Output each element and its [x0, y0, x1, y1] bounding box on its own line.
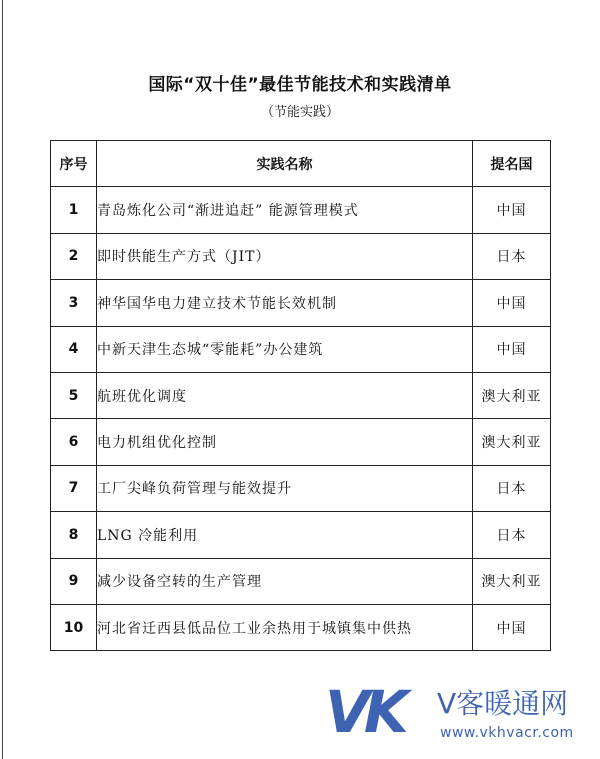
table-row [51, 558, 551, 604]
watermark-url: www.vkhvacr.com [440, 725, 574, 741]
nominating-country: 日本 [473, 233, 551, 279]
row-number: 2 [51, 233, 97, 279]
header-name: 实践名称 [97, 141, 473, 187]
row-number: 10 [51, 604, 97, 650]
table-header-row [51, 141, 551, 187]
practice-table [50, 140, 551, 651]
practice-name: 电力机组优化控制 [97, 419, 473, 465]
practice-name: 青岛炼化公司“渐进追赶” 能源管理模式 [97, 187, 473, 233]
table-row [51, 372, 551, 418]
table-row [51, 233, 551, 279]
practice-name: LNG 冷能利用 [97, 512, 473, 558]
nominating-country: 日本 [473, 465, 551, 511]
practice-name: 减少设备空转的生产管理 [97, 558, 473, 604]
row-number: 3 [51, 280, 97, 326]
document-subtitle: （节能实践） [260, 105, 339, 120]
practice-name: 即时供能生产方式（JIT） [97, 233, 473, 279]
row-number: 1 [51, 187, 97, 233]
table-row [51, 465, 551, 511]
row-number: 6 [51, 419, 97, 465]
row-number: 7 [51, 465, 97, 511]
header-country: 提名国 [473, 141, 551, 187]
site-watermark [325, 678, 595, 753]
nominating-country: 澳大利亚 [473, 419, 551, 465]
table-row [51, 604, 551, 650]
watermark-site-name: V客暖通网 [437, 687, 569, 720]
document-title: 国际“双十佳”最佳节能技术和实践清单 [148, 75, 452, 95]
table-row [51, 419, 551, 465]
practice-name: 航班优化调度 [97, 372, 473, 418]
row-number: 5 [51, 372, 97, 418]
practice-name: 神华国华电力建立技术节能长效机制 [97, 280, 473, 326]
table-row [51, 280, 551, 326]
header-no: 序号 [51, 141, 97, 187]
table-row [51, 187, 551, 233]
table-row [51, 326, 551, 372]
vk-logo: VK [325, 678, 403, 746]
nominating-country: 中国 [473, 280, 551, 326]
nominating-country: 日本 [473, 512, 551, 558]
practice-name: 工厂尖峰负荷管理与能效提升 [97, 465, 473, 511]
table-row [51, 512, 551, 558]
practice-name: 河北省迁西县低品位工业余热用于城镇集中供热 [97, 604, 473, 650]
nominating-country: 中国 [473, 604, 551, 650]
row-number: 8 [51, 512, 97, 558]
nominating-country: 中国 [473, 326, 551, 372]
row-number: 4 [51, 326, 97, 372]
nominating-country: 澳大利亚 [473, 372, 551, 418]
practice-name: 中新天津生态城“零能耗”办公建筑 [97, 326, 473, 372]
nominating-country: 中国 [473, 187, 551, 233]
nominating-country: 澳大利亚 [473, 558, 551, 604]
row-number: 9 [51, 558, 97, 604]
